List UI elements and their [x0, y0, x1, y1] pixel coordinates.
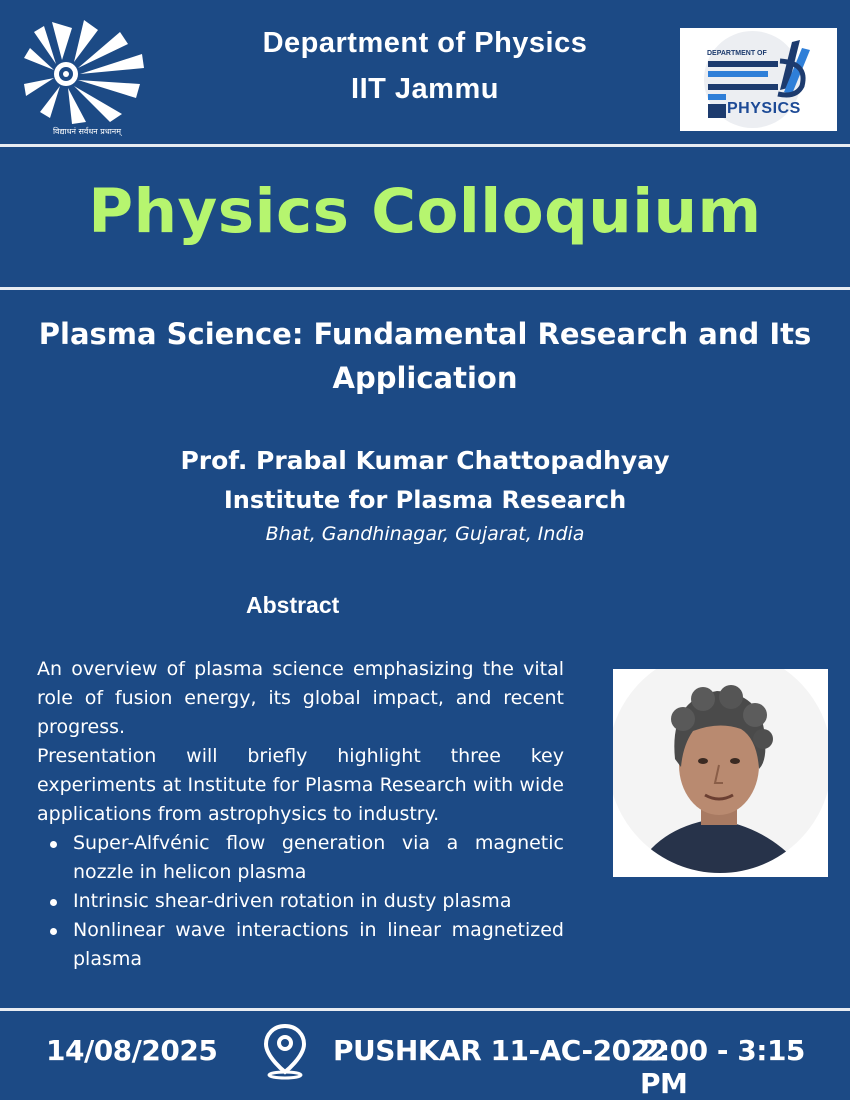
event-time: 2:00 - 3:15 PM [640, 1034, 805, 1100]
experiment-item: Intrinsic shear-driven rotation in dusty plasma [73, 887, 564, 916]
institute-emblem-icon [22, 14, 152, 124]
abstract-paragraph-2: Presentation will briefly highlight three key experiments at Institute for Plasma Research with wide applications from astrophysics to industry. [37, 745, 564, 825]
abstract-paragraph-1: An overview of plasma science emphasizing the vital role of fusion energy, its global impact, and recent progress. [37, 658, 564, 738]
event-venue: PUSHKAR 11-AC-2022 [333, 1034, 669, 1067]
speaker-photo [613, 669, 828, 877]
institute-logo [22, 14, 152, 140]
experiment-item: Super-Alfvénic flow generation via a magnetic nozzle in helicon plasma [73, 829, 564, 887]
footer-divider [0, 1008, 850, 1011]
department-logo-text: PHYSICS [727, 100, 801, 117]
speaker-location: Bhat, Gandhinagar, Gujarat, India [265, 523, 585, 545]
banner-divider [0, 287, 850, 290]
experiment-item: Nonlinear wave interactions in linear magnetized plasma [73, 916, 564, 974]
experiment-list [37, 829, 564, 974]
department-logo-top-text: DEPARTMENT OF [707, 50, 767, 57]
speaker-name: Prof. Prabal Kumar Chattopadhyay [180, 446, 670, 475]
abstract-body [37, 655, 564, 974]
institute-motto: विद्याधनं सर्वधन प्रधानम् [52, 127, 122, 136]
event-title: Physics Colloquium [88, 176, 762, 247]
speaker-affiliation: Institute for Plasma Research [223, 486, 627, 514]
speaker-portrait-icon [613, 669, 828, 877]
talk-title: Plasma Science: Fundamental Research and Its Application [38, 317, 812, 395]
department-name: Department of Physics [262, 27, 588, 59]
event-date: 14/08/2025 [46, 1034, 218, 1067]
top-divider [0, 144, 850, 147]
location-pin-icon [262, 1022, 308, 1080]
institute-name: IIT Jammu [351, 73, 499, 105]
department-logo [680, 28, 837, 131]
abstract-heading: Abstract [246, 592, 340, 618]
